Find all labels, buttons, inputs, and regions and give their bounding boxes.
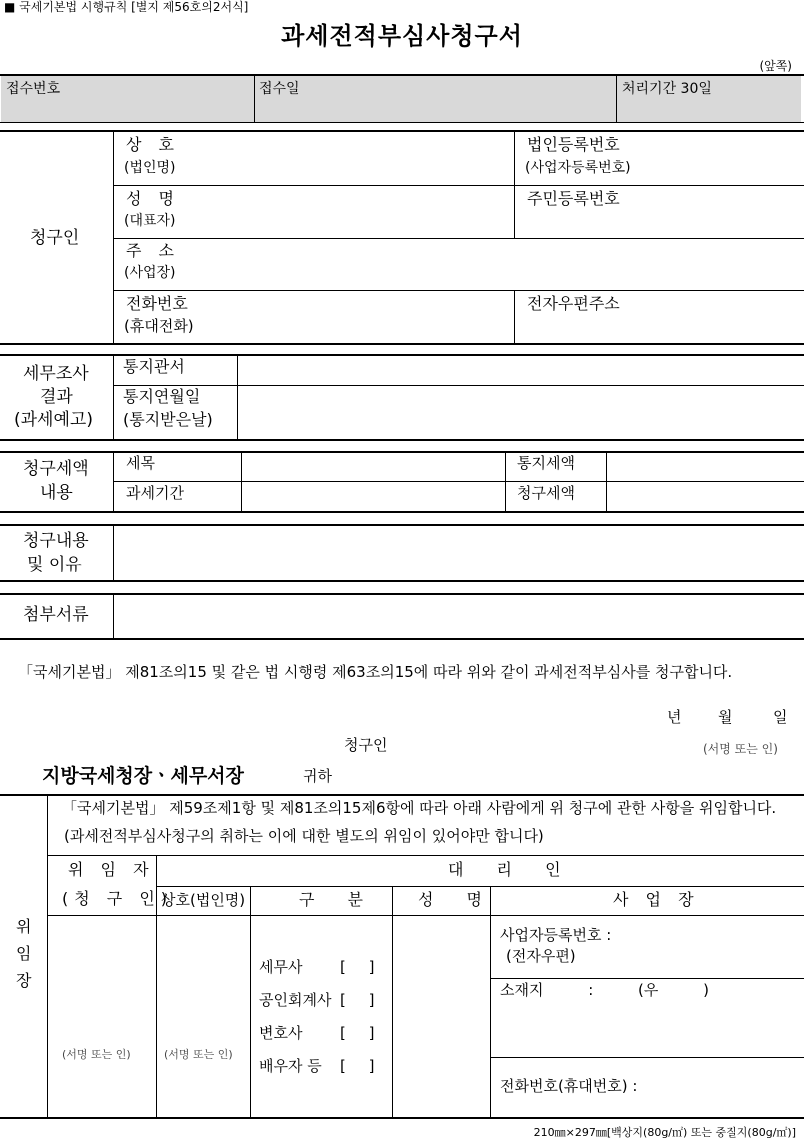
resident-no-label: 주민등록번호 bbox=[527, 189, 620, 208]
divider bbox=[0, 439, 804, 441]
type-lawyer: 변호사 bbox=[259, 1024, 303, 1042]
amount-section-label-2: 내용 bbox=[40, 483, 73, 503]
address-label: 주 소 bbox=[126, 241, 180, 260]
divider bbox=[113, 290, 804, 291]
type-tax-accountant-checkbox[interactable]: [ ] bbox=[340, 958, 375, 976]
divider bbox=[0, 343, 804, 345]
divider bbox=[250, 886, 251, 1117]
email-label: 전자우편주소 bbox=[527, 294, 620, 313]
divider bbox=[0, 74, 804, 76]
divider bbox=[47, 795, 48, 1117]
delegation-statement-1: 「국세기본법」 제59조제1항 및 제81조의15제6항에 따라 아래 사람에게 위 청구에 관한 사항을 위임합니다. bbox=[62, 799, 777, 817]
delegator-header-1: 위 임 자 bbox=[68, 860, 155, 879]
divider bbox=[490, 886, 491, 1117]
receipt-date-label: 접수일 bbox=[259, 81, 300, 97]
divider bbox=[113, 481, 804, 482]
paper-spec: 210㎜×297㎜[백상지(80g/㎡) 또는 중질지(80g/㎡)] bbox=[533, 1126, 796, 1139]
divider bbox=[47, 855, 804, 856]
reason-section-label-2: 및 이유 bbox=[27, 555, 82, 575]
receipt-number-label: 접수번호 bbox=[6, 81, 61, 97]
divider bbox=[0, 1117, 804, 1119]
delegator-header-2: (청 구 인) bbox=[62, 889, 174, 908]
delegation-side-label-1: 위 bbox=[16, 917, 32, 936]
amount-section-label-1: 청구세액 bbox=[23, 459, 89, 479]
audit-section-label-3: (과세예고) bbox=[14, 410, 93, 430]
divider bbox=[616, 75, 617, 122]
divider bbox=[490, 978, 804, 979]
page-side-label: (앞쪽) bbox=[759, 59, 792, 73]
audit-date-sub-label: (통지받은날) bbox=[123, 410, 213, 429]
page-title: 과세전적부심사청구서 bbox=[281, 22, 523, 50]
type-cpa-checkbox[interactable]: [ ] bbox=[340, 991, 375, 1009]
reason-section-label-1: 청구내용 bbox=[23, 531, 89, 551]
divider bbox=[113, 525, 114, 580]
type-spouse: 배우자 등 bbox=[259, 1057, 322, 1075]
divider bbox=[0, 354, 804, 356]
type-spouse-checkbox[interactable]: [ ] bbox=[340, 1057, 375, 1075]
office-email-label: (전자우편) bbox=[506, 947, 576, 965]
type-cpa: 공인회계사 bbox=[259, 991, 332, 1009]
type-tax-accountant: 세무사 bbox=[259, 958, 303, 976]
recipient-label: 지방국세청장ㆍ세무서장 bbox=[42, 765, 244, 787]
divider bbox=[0, 524, 804, 526]
divider bbox=[237, 355, 238, 439]
tax-period-label: 과세기간 bbox=[126, 484, 184, 502]
phone-sub-label: (휴대전화) bbox=[124, 317, 194, 335]
agent-sign-placeholder: (서명 또는 인) bbox=[164, 1048, 233, 1061]
divider bbox=[514, 290, 515, 343]
delegation-statement-2: (과세전적부심사청구의 취하는 이에 대한 별도의 위임이 있어야만 합니다) bbox=[64, 827, 544, 845]
divider bbox=[0, 580, 804, 582]
processing-period-label: 처리기간 30일 bbox=[622, 81, 712, 97]
divider bbox=[490, 1057, 804, 1058]
col-trade-name-header: 상호(법인명) bbox=[161, 891, 246, 909]
date-day-label: 일 bbox=[773, 708, 788, 726]
name-sub-label: (대표자) bbox=[124, 213, 176, 229]
divider bbox=[113, 452, 114, 511]
divider bbox=[0, 794, 804, 796]
address-sub-label: (사업장) bbox=[124, 265, 176, 281]
audit-section-label-2: 결과 bbox=[40, 387, 73, 407]
type-lawyer-checkbox[interactable]: [ ] bbox=[340, 1024, 375, 1042]
divider bbox=[0, 593, 804, 595]
delegation-side-label-2: 임 bbox=[16, 944, 32, 963]
delegation-side-label-3: 장 bbox=[16, 971, 32, 990]
divider bbox=[113, 238, 804, 239]
notified-amount-label: 통지세액 bbox=[517, 454, 575, 472]
claimant-section-label: 청구인 bbox=[30, 228, 80, 248]
divider bbox=[113, 355, 114, 439]
col-office-header: 사 업 장 bbox=[613, 890, 700, 909]
agent-header: 대 리 인 bbox=[448, 860, 575, 879]
date-month-label: 월 bbox=[718, 708, 733, 726]
corp-reg-no-label: 법인등록번호 bbox=[527, 135, 620, 154]
date-year-label: 년 bbox=[667, 708, 682, 726]
attachments-section-label: 첨부서류 bbox=[23, 605, 89, 625]
corp-reg-no-sub-label: (사업자등록번호) bbox=[525, 160, 631, 176]
divider bbox=[0, 511, 804, 513]
divider bbox=[113, 185, 804, 186]
tax-item-label: 세목 bbox=[126, 454, 155, 472]
office-phone-label: 전화번호(휴대번호) : bbox=[500, 1077, 638, 1095]
name-label: 성 명 bbox=[126, 189, 180, 208]
office-reg-no-label: 사업자등록번호 : bbox=[500, 926, 612, 944]
trade-name-sub-label: (법인명) bbox=[124, 160, 176, 176]
col-type-header: 구 분 bbox=[299, 890, 377, 909]
claimed-amount-label: 청구세액 bbox=[517, 484, 575, 502]
form-reference: ■ 국세기본법 시행규칙 [별지 제56호의2서식] bbox=[4, 0, 249, 14]
trade-name-label: 상 호 bbox=[126, 135, 180, 154]
sign-placeholder: (서명 또는 인) bbox=[703, 742, 778, 756]
audit-section-label-1: 세무조사 bbox=[23, 364, 89, 384]
divider bbox=[241, 452, 242, 511]
audit-office-label: 통지관서 bbox=[123, 357, 185, 376]
divider bbox=[113, 385, 804, 386]
divider bbox=[505, 452, 506, 511]
divider bbox=[0, 638, 804, 640]
divider bbox=[392, 886, 393, 1117]
divider bbox=[0, 451, 804, 453]
divider bbox=[606, 452, 607, 511]
divider bbox=[0, 130, 804, 132]
divider bbox=[47, 915, 804, 916]
honorific-label: 귀하 bbox=[303, 767, 332, 785]
divider bbox=[514, 131, 515, 238]
claimant-sign-label: 청구인 bbox=[344, 736, 388, 754]
divider bbox=[113, 131, 114, 343]
divider bbox=[254, 75, 255, 122]
office-address-label: 소재지 : (우 ) bbox=[500, 981, 710, 999]
divider bbox=[156, 886, 804, 887]
divider bbox=[0, 122, 804, 123]
col-name-header: 성 명 bbox=[418, 890, 496, 909]
phone-label: 전화번호 bbox=[126, 294, 188, 313]
audit-date-label: 통지연월일 bbox=[123, 387, 201, 406]
declaration-statement: 「국세기본법」 제81조의15 및 같은 법 시행령 제63조의15에 따라 위와 같이 과세전적부심사를 청구합니다. bbox=[18, 663, 733, 681]
divider bbox=[113, 594, 114, 638]
delegator-sign-placeholder: (서명 또는 인) bbox=[62, 1048, 131, 1061]
